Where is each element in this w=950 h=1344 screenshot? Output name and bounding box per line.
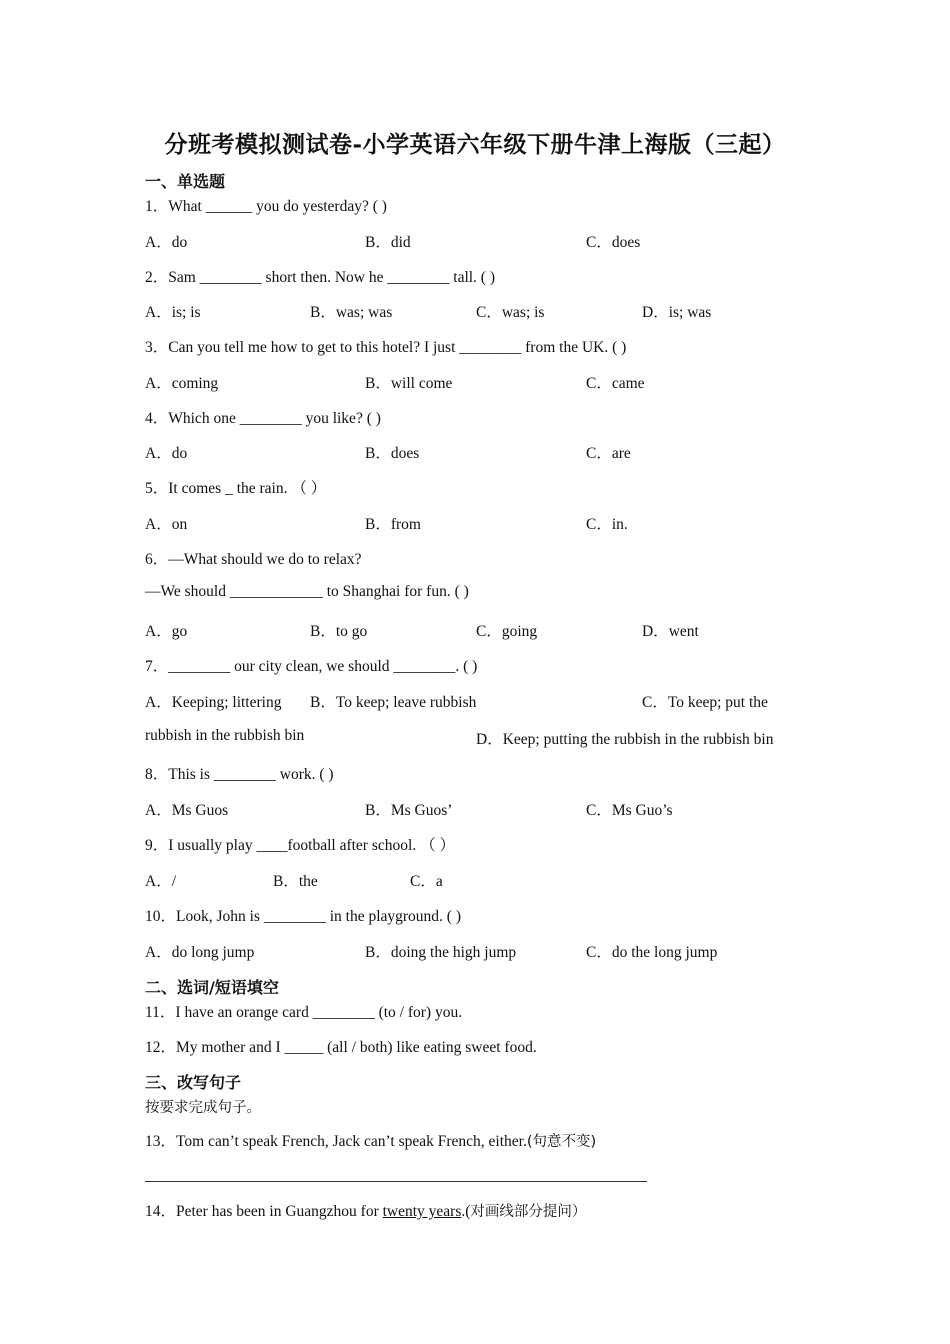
question-13-note: (句意不变)	[526, 1134, 597, 1150]
question-1: 1．What ______ you do yesterday? ( )	[145, 198, 387, 215]
q10-option-c: C．do the long jump	[586, 944, 718, 961]
question-14-post: .(	[461, 1203, 471, 1220]
q2-option-d: D．is; was	[642, 304, 712, 321]
q6-option-d: D．went	[642, 623, 699, 640]
question-14-note: 对画线部分提问）	[470, 1204, 587, 1220]
q9-option-c: C．a	[410, 873, 443, 890]
q7-option-b: B．To keep; leave rubbish	[310, 694, 477, 711]
question-12: 12．My mother and I _____ (all / both) like eating sweet food.	[145, 1039, 537, 1056]
q10-option-a: A．do long jump	[145, 944, 255, 961]
q2-option-b: B．was; was	[310, 304, 393, 321]
question-4: 4．Which one ________ you like? ( )	[145, 410, 381, 427]
section-3-instruction: 按要求完成句子。	[145, 1100, 261, 1116]
q2-option-c: C．was; is	[476, 304, 545, 321]
question-14-text: 14．Peter has been in Guangzhou for	[145, 1203, 383, 1220]
q4-option-a: A．do	[145, 445, 188, 462]
q7-option-c: C．To keep; put the	[642, 694, 768, 711]
page-title: 分班考模拟测试卷-小学英语六年级下册牛津上海版（三起）	[164, 131, 786, 158]
q1-option-c: C．does	[586, 234, 641, 251]
question-8: 8．This is ________ work. ( )	[145, 766, 334, 783]
question-2: 2．Sam ________ short then. Now he ________ tall. ( )	[145, 269, 496, 286]
question-3: 3．Can you tell me how to get to this hotel? I just ________ from the UK. ( )	[145, 339, 627, 356]
question-6-line-1: 6．—What should we do to relax?	[145, 551, 362, 568]
q8-option-c: C．Ms Guo’s	[586, 802, 673, 819]
q1-option-a: A．do	[145, 234, 188, 251]
q6-option-c: C．going	[476, 623, 538, 640]
q3-option-c: C．came	[586, 375, 645, 392]
question-13	[145, 1129, 596, 1151]
question-9: 9．I usually play ____football after school. （ ）	[145, 837, 455, 854]
q7-option-d: D．Keep; putting the rubbish in the rubbish bin	[476, 731, 774, 748]
section-heading-fill-in: 二、选词/短语填空	[145, 978, 279, 997]
question-6-line-2: —We should ____________ to Shanghai for fun. ( )	[145, 583, 469, 600]
q9-option-b: B．the	[273, 873, 318, 890]
q4-option-b: B．does	[365, 445, 420, 462]
q1-option-b: B．did	[365, 234, 411, 251]
q8-option-b: B．Ms Guos’	[365, 802, 453, 819]
question-11: 11．I have an orange card ________ (to / for) you.	[145, 1004, 463, 1021]
q5-option-c: C．in.	[586, 516, 628, 533]
q5-option-b: B．from	[365, 516, 421, 533]
question-14	[145, 1199, 586, 1221]
section-heading-rewrite: 三、改写句子	[145, 1073, 242, 1092]
question-5: 5．It comes _ the rain. （ ）	[145, 480, 327, 497]
question-14-underlined: twenty years	[382, 1203, 462, 1220]
q8-option-a: A．Ms Guos	[145, 802, 229, 819]
section-heading-single-choice: 一、单选题	[145, 172, 226, 191]
q5-option-a: A．on	[145, 516, 188, 533]
q2-option-a: A．is; is	[145, 304, 201, 321]
question-7: 7．________ our city clean, we should ________. ( )	[145, 658, 478, 675]
q7-option-a: A．Keeping; littering	[145, 694, 282, 711]
q6-option-a: A．go	[145, 623, 188, 640]
q9-option-a: A．/	[145, 873, 177, 890]
q7-option-c-continued: rubbish in the rubbish bin	[145, 727, 305, 744]
q3-option-a: A．coming	[145, 375, 219, 392]
q6-option-b: B．to go	[310, 623, 368, 640]
answer-line-13[interactable]	[145, 1181, 647, 1182]
q4-option-c: C．are	[586, 445, 631, 462]
q10-option-b: B．doing the high jump	[365, 944, 517, 961]
q3-option-b: B．will come	[365, 375, 453, 392]
question-13-text: 13．Tom can’t speak French, Jack can’t speak French, either.	[145, 1133, 527, 1150]
question-10: 10．Look, John is ________ in the playground. ( )	[145, 908, 462, 925]
